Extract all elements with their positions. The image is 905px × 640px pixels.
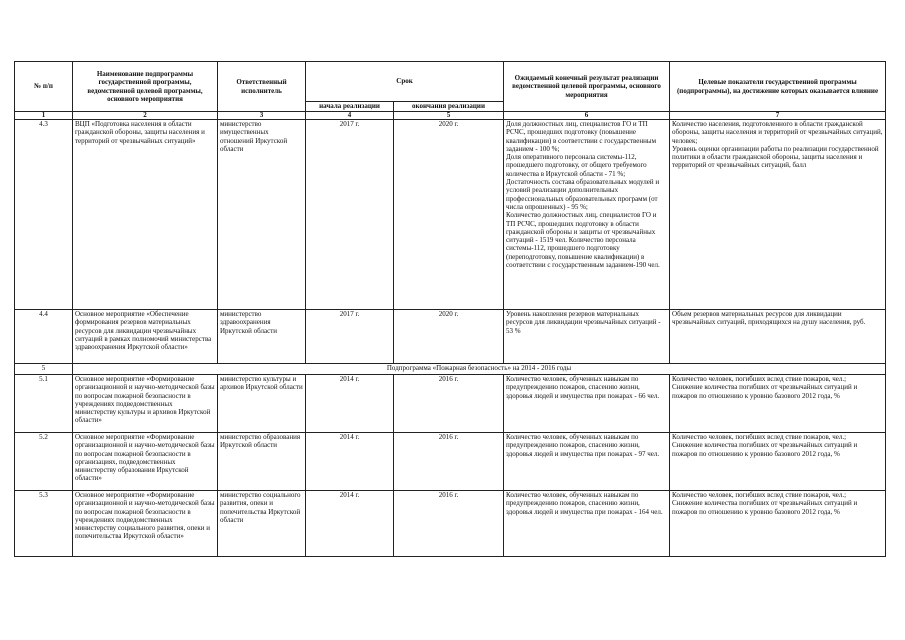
header-term: Срок [306, 62, 504, 102]
row-end: 2020 г. [394, 310, 504, 364]
row-name: ВЦП «Подготовка населения в области гражданской обороны, защиты населения и территорий от чрезвычайных ситуаций» [73, 120, 218, 310]
table-row [15, 375, 886, 433]
row-name: Основное мероприятие «Формирование организационной и научно-методической базы по вопросам пожарной безопасности в организациях, подведомственных министерству образования Иркутской области» [73, 433, 218, 491]
header-end: окончания реализации [394, 102, 504, 112]
column-number: 6 [504, 112, 670, 120]
section-num: 5 [15, 364, 73, 375]
row-indicators: Количество человек, погибших вслед ствие пожаров, чел.; Снижение количества погибших от чрезвычайных ситуаций и пожаров по отношению к уровню базового 2012 года, % [670, 491, 886, 557]
header-executor: Ответственный исполнитель [218, 62, 306, 112]
row-end: 2016 г. [394, 375, 504, 433]
column-number: 5 [394, 112, 504, 120]
row-start: 2014 г. [306, 433, 394, 491]
row-indicators: Количество населения, подготовленного в области гражданской обороны, защиты населения и территорий от чрезвычайных ситуаций, человек; Уровень оценки организации работы по реализации государственной политики в области гражданской обороны, защиты населения и территорий от чрезвычайных ситуаций, балл [670, 120, 886, 310]
header-num: № п/п [15, 62, 73, 112]
row-result: Количество человек, обученных навыкам по предупреждению пожаров, спасению жизни, здоровья людей и имущества при пожарах - 97 чел. [504, 433, 670, 491]
row-result: Количество человек, обученных навыкам по предупреждению пожаров, спасению жизни, здоровья людей и имущества при пожарах - 66 чел. [504, 375, 670, 433]
column-number: 1 [15, 112, 73, 120]
row-result: Доля должностных лиц, специалистов ГО и ТП РСЧС, прошедших подготовку (повышение квалификации) в соответствии с государственным заданием - 100 %; Доля оперативного персонала системы-112, прошедшего подготовку, от общего требуемого количества в Иркутской области - 71 %; Достаточность состава образовательных модулей и условий реализации дополнительных профессиональных образовательных программ (от числа опрошенных) - 95 %; Количество должностных лиц, специалистов ГО и ТП РСЧС, прошедших подготовку в области гражданской обороны и защиты от чрезвычайных ситуаций - 1519 чел. Количество персонала системы-112, прошедшего подготовку (переподготовку, повышение квалификации) в соответствии с государственным заданием-190 чел. [504, 120, 670, 310]
row-start: 2017 г. [306, 120, 394, 310]
column-number-row [15, 112, 886, 120]
table-row [15, 491, 886, 557]
header-result: Ожидаемый конечный результат реализации ведомственной целевой программы, основного мероприятия [504, 62, 670, 112]
row-executor: министерство культуры и архивов Иркутской области [218, 375, 306, 433]
table-row [15, 433, 886, 491]
row-name: Основное мероприятие «Формирование организационной и научно-методической базы по вопросам пожарной безопасности в учреждениях подведомственных министерству социального развития, опеки и попечительства Иркутской области» [73, 491, 218, 557]
column-number: 4 [306, 112, 394, 120]
row-num: 4.3 [15, 120, 73, 310]
row-indicators: Количество человек, погибших вслед ствие пожаров, чел.; Снижение количества погибших от чрезвычайных ситуаций и пожаров по отношению к уровню базового 2012 года, % [670, 375, 886, 433]
header-indicators: Целевые показатели государственной программы (подпрограммы), на достижение которых оказывается влияние [670, 62, 886, 112]
row-result: Уровень накопления резервов материальных ресурсов для ликвидации чрезвычайных ситуаций - 53 % [504, 310, 670, 364]
row-num: 4.4 [15, 310, 73, 364]
table-row [15, 310, 886, 364]
column-number: 2 [73, 112, 218, 120]
row-name: Основное мероприятие «Формирование организационной и научно-методической базы по вопросам пожарной безопасности в учреждениях подведомственных министерству культуры и архивов Иркутской области» [73, 375, 218, 433]
header-start: начала реализации [306, 102, 394, 112]
row-end: 2016 г. [394, 433, 504, 491]
row-start: 2017 г. [306, 310, 394, 364]
section-row [15, 364, 886, 375]
row-start: 2014 г. [306, 491, 394, 557]
row-end: 2020 г. [394, 120, 504, 310]
row-executor: министерство имущественных отношений Иркутской области [218, 120, 306, 310]
column-number: 7 [670, 112, 886, 120]
row-num: 5.2 [15, 433, 73, 491]
section-title: Подпрограмма «Пожарная безопасность» на 2014 - 2016 годы [73, 364, 886, 375]
row-indicators: Объем резервов материальных ресурсов для ликвидации чрезвычайных ситуаций, приходящихся на душу населения, руб. [670, 310, 886, 364]
table-row [15, 120, 886, 310]
column-number: 3 [218, 112, 306, 120]
row-name: Основное мероприятие «Обеспечение формирования резервов материальных ресурсов для ликвидации чрезвычайных ситуаций в рамках полномочий министерства здравоохранения Иркутской области» [73, 310, 218, 364]
header-name: Наименование подпрограммы государственной программы, ведомственной целевой программы, основного мероприятия [73, 62, 218, 112]
row-indicators: Количество человек, погибших вслед ствие пожаров, чел.; Снижение количества погибших от чрезвычайных ситуаций и пожаров по отношению к уровню базового 2012 года, % [670, 433, 886, 491]
row-num: 5.1 [15, 375, 73, 433]
row-num: 5.3 [15, 491, 73, 557]
row-executor: министерство образования Иркутской области [218, 433, 306, 491]
row-result: Количество человек, обученных навыкам по предупреждению пожаров, спасению жизни, здоровья людей и имущества при пожарах - 164 чел. [504, 491, 670, 557]
row-executor: министерство здравоохранения Иркутской области [218, 310, 306, 364]
program-table [14, 61, 886, 557]
row-start: 2014 г. [306, 375, 394, 433]
row-executor: министерство социального развития, опеки и попечительства Иркутской области [218, 491, 306, 557]
row-end: 2016 г. [394, 491, 504, 557]
